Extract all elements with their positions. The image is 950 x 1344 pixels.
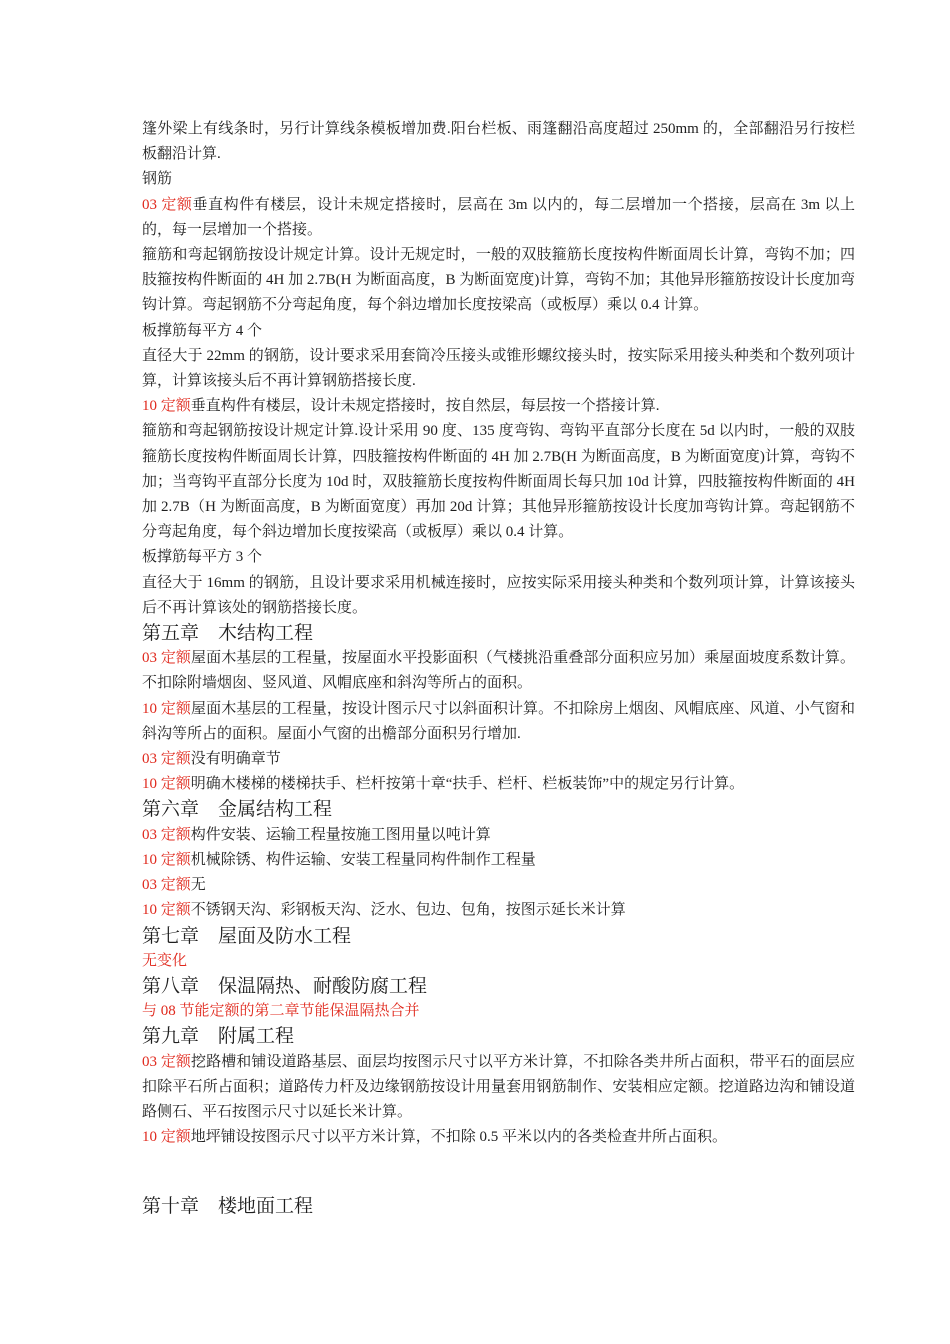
text-run: 无 <box>190 877 206 894</box>
red-annotation-text: 无变化 <box>142 952 188 969</box>
paragraph <box>142 167 855 192</box>
paragraph <box>142 571 855 621</box>
text-run: 明确木楼梯的楼梯扶手、栏杆按第十章“扶手、栏杆、栏板装饰”中的规定另行计算。 <box>190 776 745 793</box>
paragraph <box>142 545 855 570</box>
paragraph <box>142 772 855 797</box>
text-run: 垂直构件有楼层，设计未规定搭接时，按自然层，每层按一个搭接计算. <box>190 398 660 415</box>
text-run: 第五章 木结构工程 <box>142 623 314 645</box>
text-run: 直径大于 22mm 的钢筋，设计要求采用套筒冷压接头或锥形螺纹接头时，按实际采用接头种类和个数列项计算，计算该接头后不再计算钢筋搭接长度. <box>142 347 855 390</box>
red-annotation-text: 10 定额 <box>142 776 191 793</box>
text-run: 不锈钢天沟、彩钢板天沟、泛水、包边、包角，按图示延长米计算 <box>190 902 626 919</box>
red-annotation-text: 03 定额 <box>142 196 193 213</box>
text-run: 第六章 金属结构工程 <box>142 799 333 821</box>
text-run: 板撑筋每平方 4 个 <box>142 322 263 339</box>
text-run: 屋面木基层的工程量，按屋面水平投影面积（气楼挑沿重叠部分面积应另加）乘屋面坡度系数计算。不扣除附墙烟囱、竖风道、风帽底座和斜沟等所占的面积。 <box>142 650 855 692</box>
paragraph <box>142 848 855 873</box>
paragraph <box>142 646 855 696</box>
paragraph <box>142 747 855 772</box>
red-annotation-text: 03 定额 <box>142 826 191 843</box>
paragraph <box>142 243 855 319</box>
paragraph <box>142 873 855 898</box>
paragraph <box>142 419 855 545</box>
text-run: 挖路槽和铺设道路基层、面层均按图示尺寸以平方米计算，不扣除各类井所占面积，带平石的面层应扣除平石所占面积；道路传力杆及边缘钢筋按设计用量套用钢筋制作、安装相应定额。挖道路边沟和铺设道路侧石、平石按图示尺寸以延长米计算。 <box>142 1053 855 1120</box>
paragraph <box>142 823 855 848</box>
red-annotation-text: 与 08 节能定额的第二章节能保温隔热合并 <box>142 1003 420 1020</box>
paragraph <box>142 697 855 747</box>
paragraph <box>142 1125 855 1150</box>
paragraph <box>142 319 855 344</box>
text-run: 第八章 保温隔热、耐酸防腐工程 <box>142 975 428 997</box>
text-run: 篷外梁上有线条时，另行计算线条模板增加费.阳台栏板、雨篷翻沿高度超过 250mm 的，全部翻沿另行按栏板翻沿计算. <box>142 121 855 163</box>
text-run: 箍筋和弯起钢筋按设计规定计算.设计采用 90 度、135 度弯钩、弯钩平直部分长度在 5d 以内时，一般的双肢箍筋长度按构件断面周长计算，四肢箍按构件断面的 4H 加 2.7B(H 为断面高度，B 为断面宽度)计算，弯钩不加；当弯钩平直部分长度为 10d 时，双肢箍筋长度按构件断面周长每只加 10d 计算，四肢箍按构件断面的 4H 加 2.7B（H 为断面高度，B 为断面宽度）再加 20d 计算；其他异形箍筋按设计长度加弯钩计算。弯起钢筋不分弯起角度，每个斜边增加长度按梁高（或板厚）乘以 0.4 计算。 <box>142 423 855 541</box>
text-run: 第七章 屋面及防水工程 <box>142 925 352 947</box>
paragraph <box>142 999 855 1024</box>
text-run: 屋面木基层的工程量，按设计图示尺寸以斜面积计算。不扣除房上烟囱、风帽底座、风道、小气窗和斜沟等所占的面积。屋面小气窗的出檐部分面积另行增加. <box>142 700 855 742</box>
chapter-heading <box>142 1194 855 1219</box>
document-body <box>142 117 855 1220</box>
text-run: 第十章 楼地面工程 <box>142 1196 314 1218</box>
chapter-heading <box>142 924 855 949</box>
red-annotation-text: 10 定额 <box>142 1129 191 1146</box>
text-run: 地坪铺设按图示尺寸以平方米计算，不扣除 0.5 平米以内的各类检查井所占面积。 <box>190 1129 728 1146</box>
text-run: 构件安装、运输工程量按施工图用量以吨计算 <box>190 826 491 843</box>
red-annotation-text: 10 定额 <box>142 398 191 415</box>
text-run: 没有明确章节 <box>190 751 281 768</box>
red-annotation-text: 10 定额 <box>142 851 191 868</box>
text-run: 钢筋 <box>142 171 173 188</box>
chapter-heading <box>142 1024 855 1049</box>
paragraph <box>142 898 855 923</box>
text-run: 垂直构件有楼层，设计未规定搭接时，层高在 3m 以内的，每二层增加一个搭接，层高在 3m 以上的，每一层增加一个搭接。 <box>142 196 855 238</box>
red-annotation-text: 03 定额 <box>142 877 191 894</box>
text-run: 直径大于 16mm 的钢筋，且设计要求采用机械连接时，应按实际采用接头种类和个数列项计算，计算该接头后不再计算该处的钢筋搭接长度。 <box>142 574 855 616</box>
text-run: 机械除锈、构件运输、安装工程量同构件制作工程量 <box>190 851 536 868</box>
paragraph <box>142 949 855 974</box>
paragraph <box>142 117 855 167</box>
paragraph <box>142 1050 855 1126</box>
chapter-heading <box>142 621 855 646</box>
red-annotation-text: 03 定额 <box>142 650 192 667</box>
red-annotation-text: 10 定额 <box>142 700 192 717</box>
paragraph <box>142 344 855 394</box>
text-run: 箍筋和弯起钢筋按设计规定计算。设计无规定时，一般的双肢箍筋长度按构件断面周长计算，弯钩不加；四肢箍按构件断面的 4H 加 2.7B(H 为断面高度，B 为断面宽度)计算，弯钩不加；其他异形箍筋按设计长度加弯钩计算。弯起钢筋不分弯起角度，每个斜边增加长度按梁高（或板厚）乘以 0.4 计算。 <box>142 247 855 314</box>
red-annotation-text: 03 定额 <box>142 1053 192 1070</box>
chapter-heading <box>142 974 855 999</box>
chapter-heading <box>142 797 855 822</box>
red-annotation-text: 03 定额 <box>142 751 191 768</box>
paragraph <box>142 394 855 419</box>
paragraph <box>142 193 855 243</box>
text-run: 第九章 附属工程 <box>142 1026 295 1048</box>
red-annotation-text: 10 定额 <box>142 902 191 919</box>
text-run: 板撑筋每平方 3 个 <box>142 549 263 566</box>
